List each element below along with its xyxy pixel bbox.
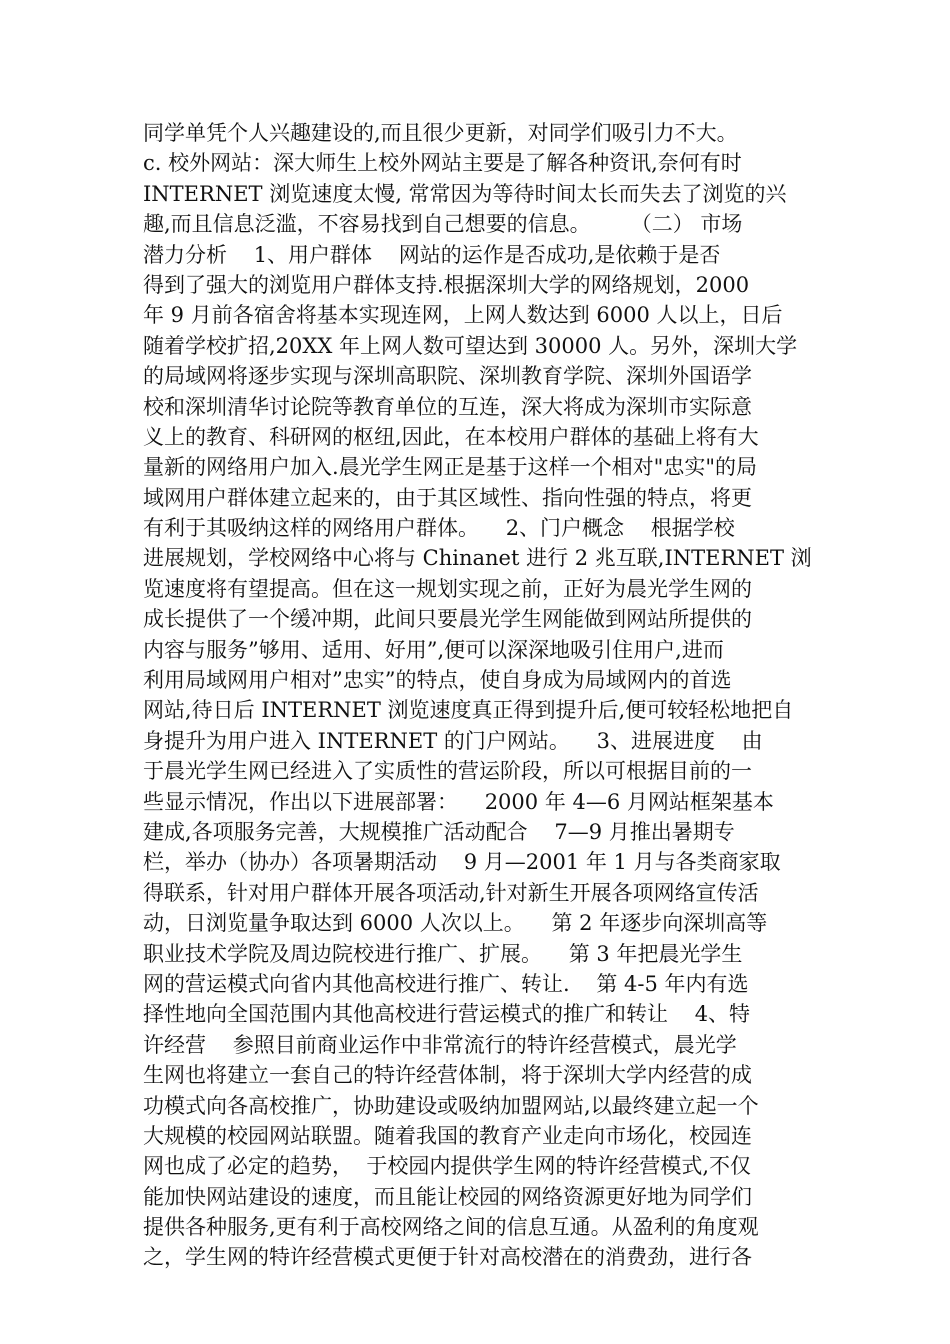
- text-line: 能加快网站建设的速度，而且能让校园的网络资源更好地为同学们: [143, 1184, 752, 1209]
- text-line: 许经营 参照目前商业运作中非常流行的特许经营模式，晨光学: [143, 1032, 737, 1057]
- text-line: 随着学校扩招,20XX 年上网人数可望达到 30000 人。另外，深圳大学: [143, 333, 798, 358]
- text-line: 网也成了必定的趋势， 于校园内提供学生网的特许经营模式,不仅: [143, 1154, 752, 1179]
- text-line: 域网用户群体建立起来的，由于其区域性、指向性强的特点，将更: [143, 485, 752, 510]
- text-line: 得到了强大的浏览用户群体支持.根据深圳大学的网络规划，2000: [143, 272, 750, 297]
- text-line: 的局域网将逐步实现与深圳高职院、深圳教育学院、深圳外国语学: [143, 364, 752, 389]
- text-line: 览速度将有望提高。但在这一规划实现之前，正好为晨光学生网的: [143, 576, 752, 601]
- text-line: 择性地向全国范围内其他高校进行营运模式的推广和转让 4、特: [143, 1002, 751, 1027]
- text-line: 有利于其吸纳这样的网络用户群体。 2、门户概念 根据学校: [143, 516, 735, 541]
- text-line: 身提升为用户进入 INTERNET 的门户网站。 3、进展进度 由: [143, 728, 763, 753]
- text-line: 于晨光学生网已经进入了实质性的营运阶段，所以可根据目前的一: [143, 759, 752, 784]
- text-line: 动，日浏览量争取达到 6000 人次以上。 第 2 年逐步向深圳高等: [143, 911, 768, 936]
- text-line: 网站,待日后 INTERNET 浏览速度真正得到提升后,便可较轻松地把自: [143, 698, 794, 723]
- text-line: 建成,各项服务完善，大规模推广活动配合 7—9 月推出暑期专: [143, 819, 735, 844]
- text-line: 网的营运模式向省内其他高校进行推广、转让. 第 4-5 年内有选: [143, 971, 749, 996]
- text-line: 义上的教育、科研网的枢纽,因此，在本校用户群体的基础上将有大: [143, 424, 759, 449]
- text-line: 内容与服务”够用、适用、好用”,便可以深深地吸引住用户,进而: [143, 637, 724, 662]
- text-line: 生网也将建立一套自己的特许经营体制，将于深圳大学内经营的成: [143, 1063, 752, 1088]
- text-line: 趣,而且信息泛滥，不容易找到自己想要的信息。 （二） 市场: [143, 212, 743, 237]
- text-line: 成长提供了一个缓冲期，此间只要晨光学生网能做到网站所提供的: [143, 607, 752, 632]
- text-line: c. 校外网站：深大师生上校外网站主要是了解各种资讯,奈何有时: [143, 151, 742, 176]
- text-line: 利用局域网用户相对”忠实”的特点，使自身成为局域网内的首选: [143, 668, 732, 693]
- text-line: 校和深圳清华讨论院等教育单位的互连，深大将成为深圳市实际意: [143, 394, 752, 419]
- text-line: 年 9 月前各宿舍将基本实现连网，上网人数达到 6000 人以上，日后: [143, 303, 783, 328]
- text-line: 功模式向各高校推广，协助建设或吸纳加盟网站,以最终建立起一个: [143, 1093, 759, 1118]
- text-line: 潜力分析 1、用户群体 网站的运作是否成功,是依赖于是否: [143, 242, 721, 267]
- text-line: 栏，举办（协办）各项暑期活动 9 月—2001 年 1 月与各类商家取: [143, 850, 781, 875]
- text-line: 些显示情况，作出以下进展部署： 2000 年 4—6 月网站框架基本: [143, 789, 774, 814]
- text-line: 提供各种服务,更有利于高校网络之间的信息互通。从盈利的角度观: [143, 1215, 759, 1240]
- body-text: [143, 118, 813, 1273]
- text-line: 职业技术学院及周边院校进行推广、扩展。 第 3 年把晨光学生: [143, 941, 743, 966]
- text-line: 之，学生网的特许经营模式更便于针对高校潜在的消费劲，进行各: [143, 1245, 752, 1270]
- text-line: INTERNET 浏览速度太慢, 常常因为等待时间太长而失去了浏览的兴: [143, 181, 787, 206]
- text-line: 同学单凭个人兴趣建设的,而且很少更新，对同学们吸引力不大。: [143, 121, 738, 145]
- text-line: 量新的网络用户加入.晨光学生网正是基于这样一个相对"忠实"的局: [143, 455, 757, 480]
- text-line: 得联系，针对用户群体开展各项活动,针对新生开展各项网络宣传活: [143, 880, 759, 905]
- text-line: 大规模的校园网站联盟。随着我国的教育产业走向市场化，校园连: [143, 1123, 752, 1148]
- text-line: 进展规划，学校网络中心将与 Chinanet 进行 2 兆互联,INTERNET 浏: [143, 546, 812, 571]
